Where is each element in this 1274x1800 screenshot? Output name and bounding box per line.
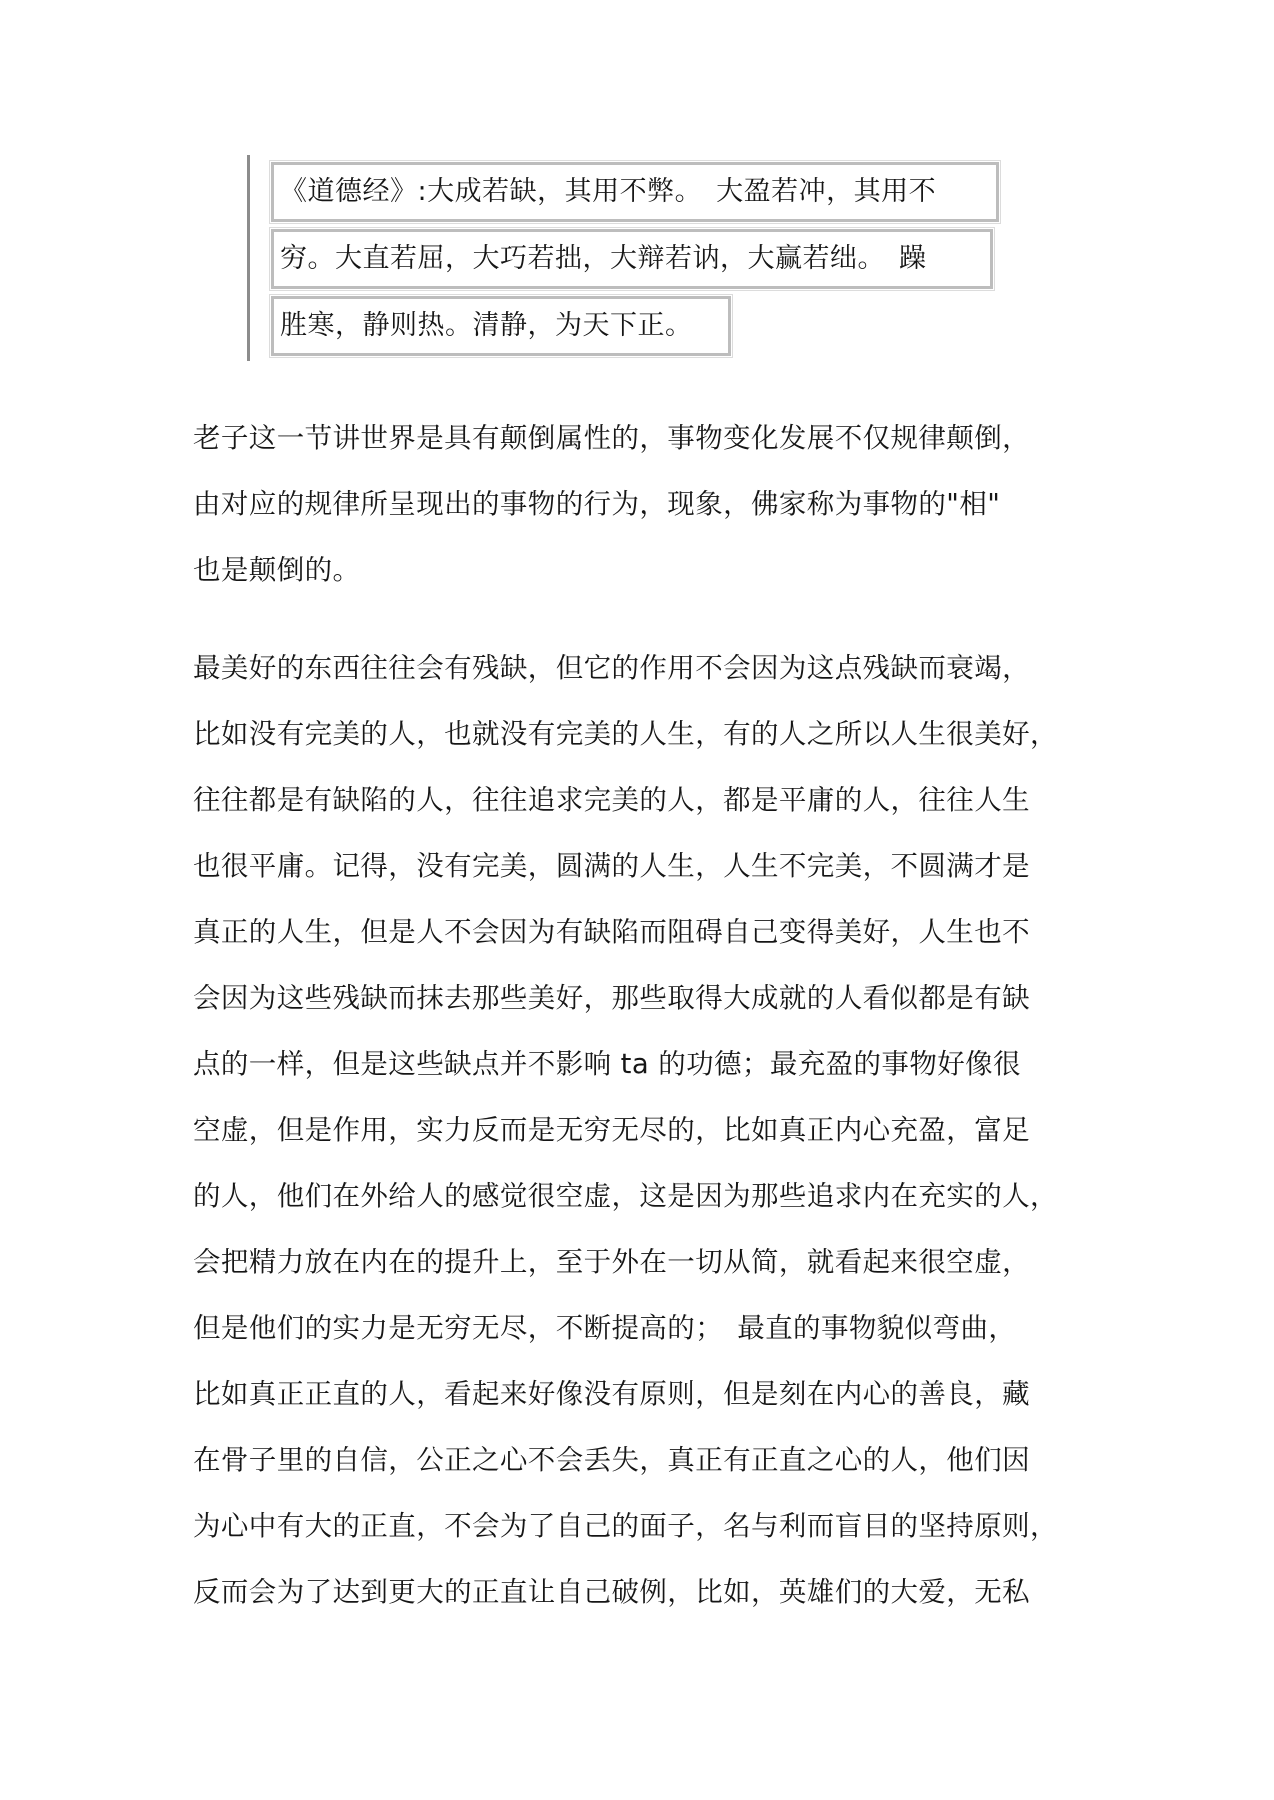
paragraph-1-line: 由对应的规律所呈现出的事物的行为，现象，佛家称为事物的"相" (193, 488, 1001, 520)
paragraph-2-line: 也很平庸。记得，没有完美，圆满的人生，人生不完美，不圆满才是 (193, 850, 1030, 882)
paragraph-2-line: 点的一样，但是这些缺点并不影响 ta 的功德；最充盈的事物好像很 (193, 1048, 1021, 1080)
paragraph-2-line: 在骨子里的自信，公正之心不会丢失，真正有正直之心的人，他们因 (193, 1444, 1030, 1476)
paragraph-2-line: 真正的人生，但是人不会因为有缺陷而阻碍自己变得美好，人生也不 (193, 916, 1030, 948)
paragraph-2-line: 比如没有完美的人，也就没有完美的人生，有的人之所以人生很美好， (193, 718, 1058, 750)
paragraph-2-line: 反而会为了达到更大的正直让自己破例，比如，英雄们的大爱，无私 (193, 1576, 1030, 1608)
paragraph-2-line: 会因为这些残缺而抹去那些美好，那些取得大成就的人看似都是有缺 (193, 982, 1030, 1014)
paragraph-2-line: 会把精力放在内在的提升上，至于外在一切从简，就看起来很空虚， (193, 1246, 1030, 1278)
paragraph-2-line: 比如真正正直的人，看起来好像没有原则，但是刻在内心的善良，藏 (193, 1378, 1030, 1410)
quote-line-2: 穷。大直若屈，大巧若拙，大辩若讷，大赢若绌。 躁 (271, 229, 993, 289)
quote-line-3: 胜寒，静则热。清静，为天下正。 (271, 296, 731, 356)
paragraph-2-line: 往往都是有缺陷的人，往往追求完美的人，都是平庸的人，往往人生 (193, 784, 1030, 816)
paragraph-1-line: 也是颠倒的。 (193, 554, 361, 586)
quote-line-1: 《道德经》:大成若缺，其用不弊。 大盈若冲，其用不 (271, 162, 999, 222)
paragraph-2-line: 但是他们的实力是无穷无尽，不断提高的； 最直的事物貌似弯曲， (193, 1312, 1017, 1344)
paragraph-2-line: 的人，他们在外给人的感觉很空虚，这是因为那些追求内在充实的人， (193, 1180, 1058, 1212)
paragraph-2-line: 空虚，但是作用，实力反而是无穷无尽的，比如真正内心充盈，富足 (193, 1114, 1030, 1146)
paragraph-2-line: 为心中有大的正直，不会为了自己的面子，名与利而盲目的坚持原则， (193, 1510, 1058, 1542)
quote-left-rule (247, 155, 250, 361)
paragraph-2-line: 最美好的东西往往会有残缺，但它的作用不会因为这点残缺而衰竭， (193, 652, 1030, 684)
paragraph-1-line: 老子这一节讲世界是具有颠倒属性的，事物变化发展不仅规律颠倒， (193, 422, 1030, 454)
